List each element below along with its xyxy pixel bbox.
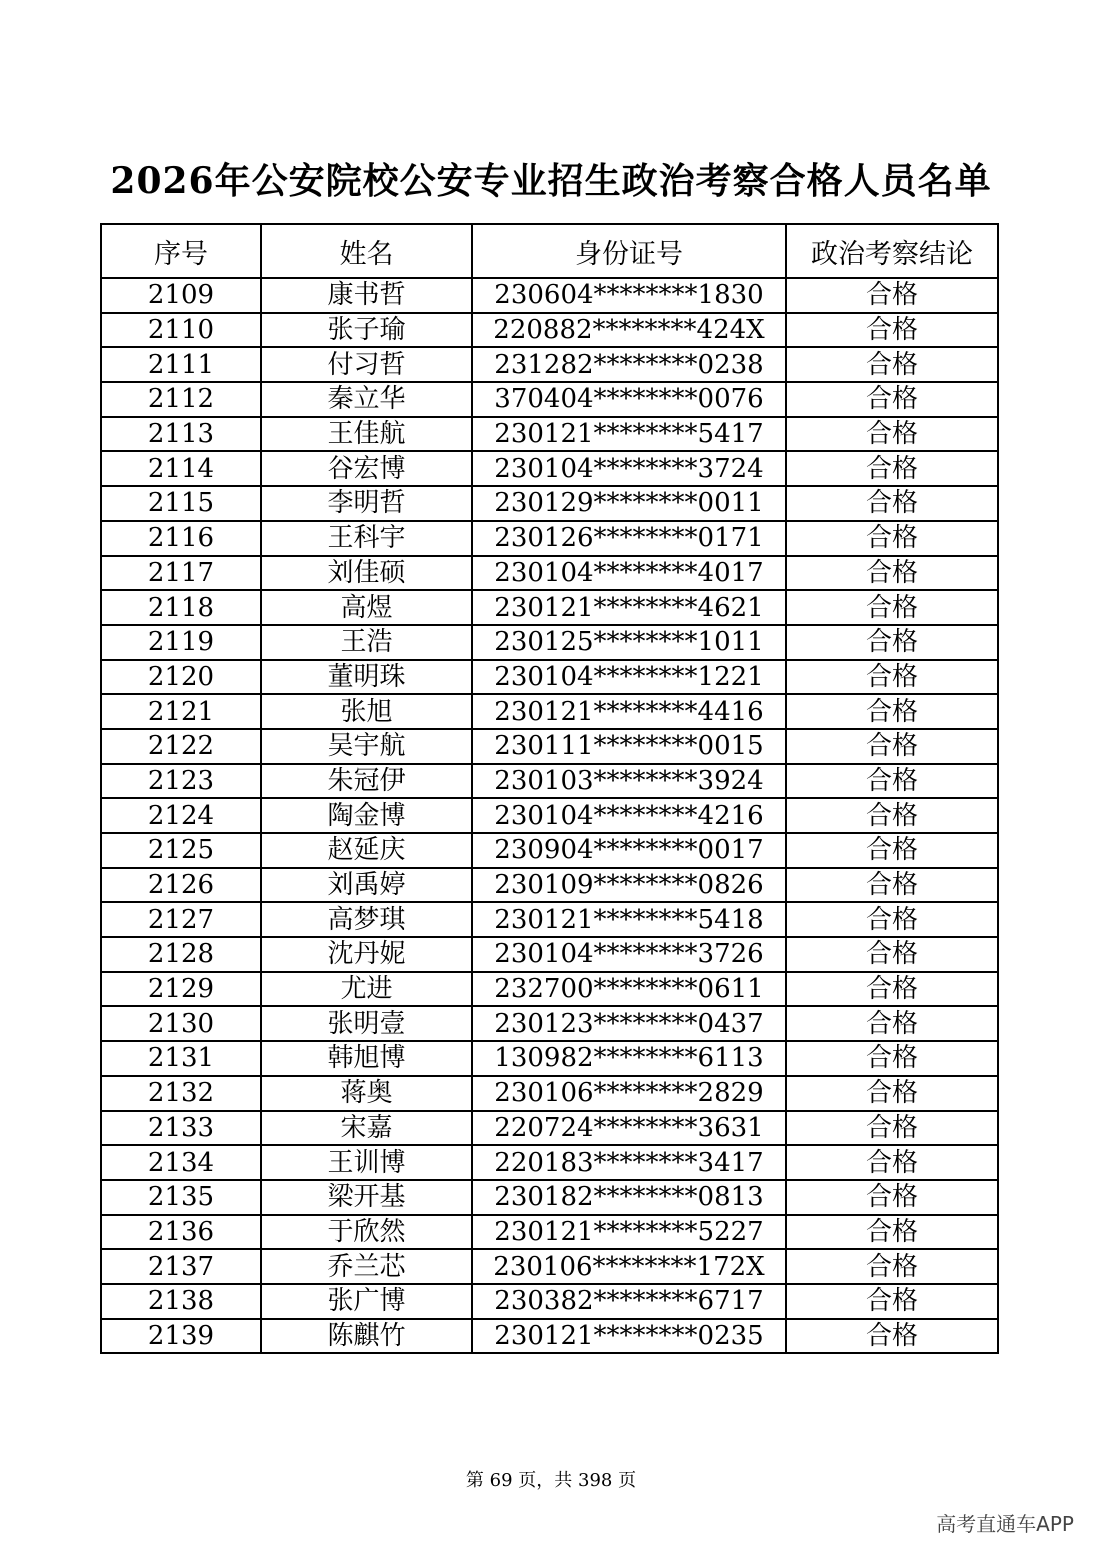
table-row bbox=[101, 486, 998, 521]
cell-id-number: 370404********0076 bbox=[472, 382, 786, 417]
cell-serial-number: 2129 bbox=[101, 972, 261, 1007]
cell-serial-number: 2113 bbox=[101, 417, 261, 452]
table-row bbox=[101, 868, 998, 903]
cell-serial-number: 2122 bbox=[101, 729, 261, 764]
cell-serial-number: 2112 bbox=[101, 382, 261, 417]
header-id-number: 身份证号 bbox=[472, 224, 786, 278]
cell-name: 刘佳硕 bbox=[261, 556, 472, 591]
cell-id-number: 230111********0015 bbox=[472, 729, 786, 764]
cell-serial-number: 2137 bbox=[101, 1249, 261, 1284]
cell-name: 张子瑜 bbox=[261, 313, 472, 348]
cell-id-number: 232700********0611 bbox=[472, 972, 786, 1007]
cell-name: 刘禹婷 bbox=[261, 868, 472, 903]
cell-conclusion: 合格 bbox=[786, 1006, 998, 1041]
cell-serial-number: 2134 bbox=[101, 1145, 261, 1180]
cell-name: 王佳航 bbox=[261, 417, 472, 452]
cell-id-number: 230104********4216 bbox=[472, 798, 786, 833]
cell-id-number: 230382********6717 bbox=[472, 1284, 786, 1319]
cell-serial-number: 2121 bbox=[101, 694, 261, 729]
cell-name: 梁开基 bbox=[261, 1180, 472, 1215]
cell-name: 谷宏博 bbox=[261, 451, 472, 486]
cell-conclusion: 合格 bbox=[786, 1076, 998, 1111]
cell-conclusion: 合格 bbox=[786, 486, 998, 521]
cell-id-number: 230106********172X bbox=[472, 1249, 786, 1284]
cell-serial-number: 2135 bbox=[101, 1180, 261, 1215]
header-serial-number: 序号 bbox=[101, 224, 261, 278]
cell-serial-number: 2127 bbox=[101, 902, 261, 937]
table-header-row bbox=[101, 224, 998, 278]
cell-name: 张旭 bbox=[261, 694, 472, 729]
cell-serial-number: 2115 bbox=[101, 486, 261, 521]
cell-name: 宋嘉 bbox=[261, 1111, 472, 1146]
cell-name: 沈丹妮 bbox=[261, 937, 472, 972]
table-row bbox=[101, 382, 998, 417]
cell-name: 王浩 bbox=[261, 625, 472, 660]
cell-id-number: 230126********0171 bbox=[472, 521, 786, 556]
cell-serial-number: 2118 bbox=[101, 590, 261, 625]
cell-conclusion: 合格 bbox=[786, 660, 998, 695]
cell-conclusion: 合格 bbox=[786, 1284, 998, 1319]
cell-conclusion: 合格 bbox=[786, 1215, 998, 1250]
cell-serial-number: 2130 bbox=[101, 1006, 261, 1041]
cell-name: 蒋奥 bbox=[261, 1076, 472, 1111]
cell-conclusion: 合格 bbox=[786, 556, 998, 591]
cell-serial-number: 2119 bbox=[101, 625, 261, 660]
cell-conclusion: 合格 bbox=[786, 1249, 998, 1284]
table-body bbox=[101, 278, 998, 1353]
cell-name: 陶金博 bbox=[261, 798, 472, 833]
cell-name: 康书哲 bbox=[261, 278, 472, 313]
table-row bbox=[101, 1180, 998, 1215]
cell-id-number: 220724********3631 bbox=[472, 1111, 786, 1146]
cell-name: 李明哲 bbox=[261, 486, 472, 521]
table-row bbox=[101, 937, 998, 972]
cell-id-number: 230604********1830 bbox=[472, 278, 786, 313]
cell-conclusion: 合格 bbox=[786, 902, 998, 937]
table-row bbox=[101, 347, 998, 382]
cell-serial-number: 2131 bbox=[101, 1041, 261, 1076]
cell-id-number: 230121********5417 bbox=[472, 417, 786, 452]
page-title: 2026年公安院校公安专业招生政治考察合格人员名单 bbox=[110, 160, 992, 202]
cell-conclusion: 合格 bbox=[786, 833, 998, 868]
cell-name: 吴宇航 bbox=[261, 729, 472, 764]
cell-id-number: 230121********5418 bbox=[472, 902, 786, 937]
cell-conclusion: 合格 bbox=[786, 868, 998, 903]
cell-id-number: 230104********1221 bbox=[472, 660, 786, 695]
cell-serial-number: 2126 bbox=[101, 868, 261, 903]
table-row bbox=[101, 1249, 998, 1284]
cell-conclusion: 合格 bbox=[786, 798, 998, 833]
cell-id-number: 230121********4416 bbox=[472, 694, 786, 729]
cell-serial-number: 2114 bbox=[101, 451, 261, 486]
cell-conclusion: 合格 bbox=[786, 521, 998, 556]
table-row bbox=[101, 694, 998, 729]
cell-serial-number: 2138 bbox=[101, 1284, 261, 1319]
cell-serial-number: 2128 bbox=[101, 937, 261, 972]
cell-name: 尤进 bbox=[261, 972, 472, 1007]
cell-name: 付习哲 bbox=[261, 347, 472, 382]
table-row bbox=[101, 1145, 998, 1180]
cell-conclusion: 合格 bbox=[786, 590, 998, 625]
watermark: 高考直通车APP bbox=[936, 1512, 1074, 1536]
cell-conclusion: 合格 bbox=[786, 382, 998, 417]
table-row bbox=[101, 1076, 998, 1111]
table-row bbox=[101, 1284, 998, 1319]
cell-id-number: 220183********3417 bbox=[472, 1145, 786, 1180]
table-row bbox=[101, 521, 998, 556]
cell-conclusion: 合格 bbox=[786, 764, 998, 799]
table-row bbox=[101, 833, 998, 868]
table-row bbox=[101, 1215, 998, 1250]
cell-conclusion: 合格 bbox=[786, 972, 998, 1007]
cell-id-number: 230125********1011 bbox=[472, 625, 786, 660]
cell-name: 高梦琪 bbox=[261, 902, 472, 937]
cell-conclusion: 合格 bbox=[786, 1145, 998, 1180]
cell-serial-number: 2136 bbox=[101, 1215, 261, 1250]
header-name: 姓名 bbox=[261, 224, 472, 278]
cell-name: 朱冠伊 bbox=[261, 764, 472, 799]
cell-id-number: 230121********4621 bbox=[472, 590, 786, 625]
cell-id-number: 130982********6113 bbox=[472, 1041, 786, 1076]
cell-conclusion: 合格 bbox=[786, 1180, 998, 1215]
cell-serial-number: 2120 bbox=[101, 660, 261, 695]
cell-serial-number: 2109 bbox=[101, 278, 261, 313]
cell-id-number: 230129********0011 bbox=[472, 486, 786, 521]
cell-serial-number: 2123 bbox=[101, 764, 261, 799]
cell-conclusion: 合格 bbox=[786, 1319, 998, 1354]
cell-conclusion: 合格 bbox=[786, 694, 998, 729]
cell-id-number: 230103********3924 bbox=[472, 764, 786, 799]
page-footer: 第 69 页，共 398 页 bbox=[465, 1470, 637, 1491]
cell-serial-number: 2124 bbox=[101, 798, 261, 833]
cell-name: 赵延庆 bbox=[261, 833, 472, 868]
table-row bbox=[101, 1041, 998, 1076]
table-row bbox=[101, 313, 998, 348]
cell-serial-number: 2117 bbox=[101, 556, 261, 591]
cell-serial-number: 2132 bbox=[101, 1076, 261, 1111]
header-conclusion: 政治考察结论 bbox=[786, 224, 998, 278]
cell-conclusion: 合格 bbox=[786, 347, 998, 382]
cell-serial-number: 2139 bbox=[101, 1319, 261, 1354]
cell-name: 王科宇 bbox=[261, 521, 472, 556]
cell-serial-number: 2116 bbox=[101, 521, 261, 556]
cell-conclusion: 合格 bbox=[786, 937, 998, 972]
cell-id-number: 230121********5227 bbox=[472, 1215, 786, 1250]
cell-conclusion: 合格 bbox=[786, 451, 998, 486]
cell-id-number: 230182********0813 bbox=[472, 1180, 786, 1215]
cell-name: 张明壹 bbox=[261, 1006, 472, 1041]
roster-table bbox=[100, 223, 999, 1354]
table-row bbox=[101, 278, 998, 313]
table-row bbox=[101, 902, 998, 937]
cell-conclusion: 合格 bbox=[786, 729, 998, 764]
cell-conclusion: 合格 bbox=[786, 417, 998, 452]
cell-conclusion: 合格 bbox=[786, 1111, 998, 1146]
cell-serial-number: 2125 bbox=[101, 833, 261, 868]
table-row bbox=[101, 1319, 998, 1354]
table-row bbox=[101, 660, 998, 695]
table-row bbox=[101, 972, 998, 1007]
cell-id-number: 230121********0235 bbox=[472, 1319, 786, 1354]
cell-name: 于欣然 bbox=[261, 1215, 472, 1250]
cell-id-number: 230104********3724 bbox=[472, 451, 786, 486]
table-row bbox=[101, 798, 998, 833]
cell-name: 韩旭博 bbox=[261, 1041, 472, 1076]
table-row bbox=[101, 729, 998, 764]
cell-name: 董明珠 bbox=[261, 660, 472, 695]
cell-id-number: 230123********0437 bbox=[472, 1006, 786, 1041]
cell-name: 陈麒竹 bbox=[261, 1319, 472, 1354]
table-row bbox=[101, 1006, 998, 1041]
table-row bbox=[101, 451, 998, 486]
cell-name: 张广博 bbox=[261, 1284, 472, 1319]
cell-conclusion: 合格 bbox=[786, 278, 998, 313]
cell-serial-number: 2110 bbox=[101, 313, 261, 348]
table-row bbox=[101, 1111, 998, 1146]
table-row bbox=[101, 417, 998, 452]
cell-conclusion: 合格 bbox=[786, 313, 998, 348]
table-row bbox=[101, 764, 998, 799]
cell-id-number: 230109********0826 bbox=[472, 868, 786, 903]
cell-id-number: 230904********0017 bbox=[472, 833, 786, 868]
cell-name: 秦立华 bbox=[261, 382, 472, 417]
table-row bbox=[101, 590, 998, 625]
cell-name: 乔兰芯 bbox=[261, 1249, 472, 1284]
cell-conclusion: 合格 bbox=[786, 1041, 998, 1076]
cell-id-number: 231282********0238 bbox=[472, 347, 786, 382]
cell-name: 高煜 bbox=[261, 590, 472, 625]
cell-id-number: 230104********3726 bbox=[472, 937, 786, 972]
cell-name: 王训博 bbox=[261, 1145, 472, 1180]
table-row bbox=[101, 625, 998, 660]
cell-serial-number: 2111 bbox=[101, 347, 261, 382]
cell-id-number: 220882********424X bbox=[472, 313, 786, 348]
cell-id-number: 230104********4017 bbox=[472, 556, 786, 591]
cell-id-number: 230106********2829 bbox=[472, 1076, 786, 1111]
cell-conclusion: 合格 bbox=[786, 625, 998, 660]
cell-serial-number: 2133 bbox=[101, 1111, 261, 1146]
table-row bbox=[101, 556, 998, 591]
